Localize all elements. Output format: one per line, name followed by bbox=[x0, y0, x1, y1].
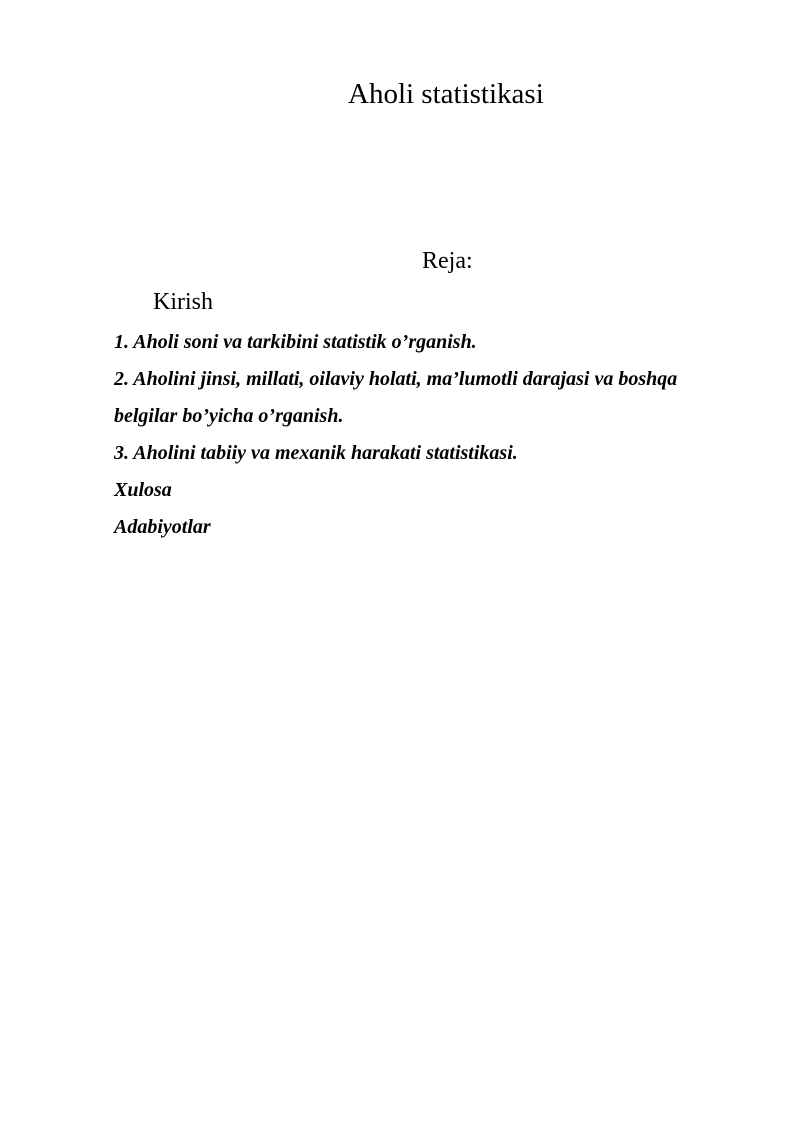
document-title: Aholi statistikasi bbox=[348, 78, 544, 110]
plan-item-3: 3. Aholini tabiiy va mexanik harakati statistikasi. bbox=[114, 442, 518, 464]
plan-item-1: 1. Aholi soni va tarkibini statistik o’rganish. bbox=[114, 331, 477, 353]
plan-list bbox=[114, 324, 734, 546]
plan-item-references: Adabiyotlar bbox=[114, 516, 211, 538]
plan-heading: Reja: bbox=[422, 248, 473, 274]
plan-item-2-continued: belgilar bo’yicha o’rganish. bbox=[114, 405, 344, 427]
plan-item-2: 2. Aholini jinsi, millati, oilaviy holati, ma’lumotli darajasi va boshqa bbox=[114, 368, 678, 390]
intro-item: Kirish bbox=[153, 289, 213, 315]
plan-item-conclusion: Xulosa bbox=[114, 479, 172, 501]
